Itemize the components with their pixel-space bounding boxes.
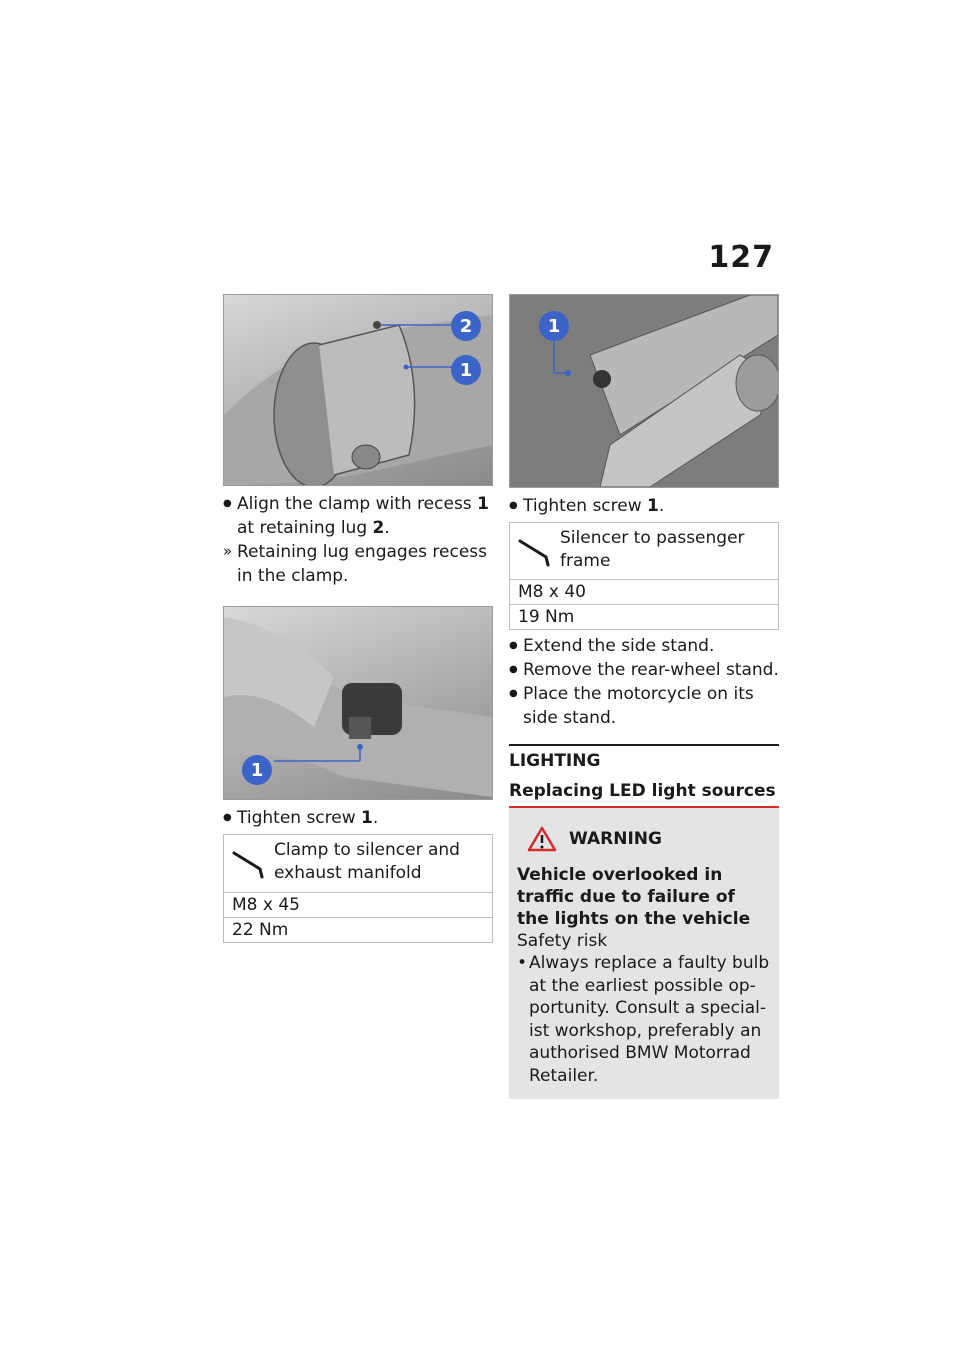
warning-title: Vehicle overlooked in traffic due to failure of the lights on the vehicle — [517, 865, 751, 929]
step-place-on-side-stand: ● Place the motorcycle on its side stand. — [509, 682, 779, 730]
warning-action: • Always replace a faulty bulb at the earliest possible op-portunity. Consult a special-ist workshop, preferably an authorised BMW Motorrad Retailer. — [517, 952, 771, 1087]
left-column — [223, 294, 493, 943]
step-num-2: 2 — [372, 518, 385, 538]
torque-description-text: Clamp to silencer and exhaust manifold — [274, 840, 460, 883]
section-divider — [509, 744, 779, 746]
step-remove-rear-stand: ● Remove the rear-wheel stand. — [509, 658, 779, 682]
callout-2: 2 — [451, 311, 481, 341]
callout-1: 1 — [242, 755, 272, 785]
step-text: Tighten screw — [237, 808, 362, 828]
step-text-end: . — [384, 518, 390, 538]
callout-1: 1 — [539, 311, 569, 341]
figure-silencer-screw — [509, 294, 779, 488]
torque-spec-clamp — [223, 834, 493, 943]
step-extend-side-stand: ● Extend the side stand. — [509, 634, 779, 658]
step-tighten-screw — [509, 494, 779, 518]
step-result-lug-engages: » Retaining lug engages recess in the clamp. — [223, 540, 493, 588]
figure-clamp-screw — [223, 606, 493, 800]
section-title: LIGHTING — [509, 751, 601, 771]
step-num-1: 1 — [477, 494, 489, 514]
torque-wrench-icon — [518, 537, 552, 567]
torque-thread-spec: M8 x 40 — [510, 580, 778, 605]
warning-triangle-icon — [527, 826, 557, 852]
step-align-clamp — [223, 492, 493, 540]
step-tighten-screw — [223, 806, 493, 830]
torque-description — [510, 523, 778, 580]
figure-clamp-alignment — [223, 294, 493, 486]
callout-1: 1 — [451, 355, 481, 385]
torque-wrench-icon — [232, 849, 266, 879]
warning-label: WARNING — [569, 829, 662, 849]
warning-box — [509, 808, 779, 1099]
page-number: 127 — [708, 240, 774, 275]
torque-spec-silencer — [509, 522, 779, 630]
step-text: Tighten screw — [523, 496, 648, 516]
torque-description-text: Silencer to passenger frame — [560, 528, 745, 571]
subsection-title: Replacing LED light sources — [509, 781, 776, 801]
torque-thread-spec: M8 x 45 — [224, 893, 492, 918]
torque-value: 22 Nm — [232, 920, 289, 940]
step-text-end: . — [658, 496, 665, 516]
step-num: 1 — [647, 496, 659, 516]
step-text: Align the clamp with recess — [237, 494, 478, 514]
torque-value: 19 Nm — [518, 607, 575, 627]
step-num: 1 — [361, 808, 373, 828]
warning-risk: Safety risk — [517, 931, 608, 951]
torque-description — [224, 835, 492, 893]
right-column — [509, 294, 779, 1099]
warning-header — [517, 826, 771, 852]
step-text-end: . — [372, 808, 379, 828]
step-text-mid: at retaining lug — [237, 518, 373, 538]
